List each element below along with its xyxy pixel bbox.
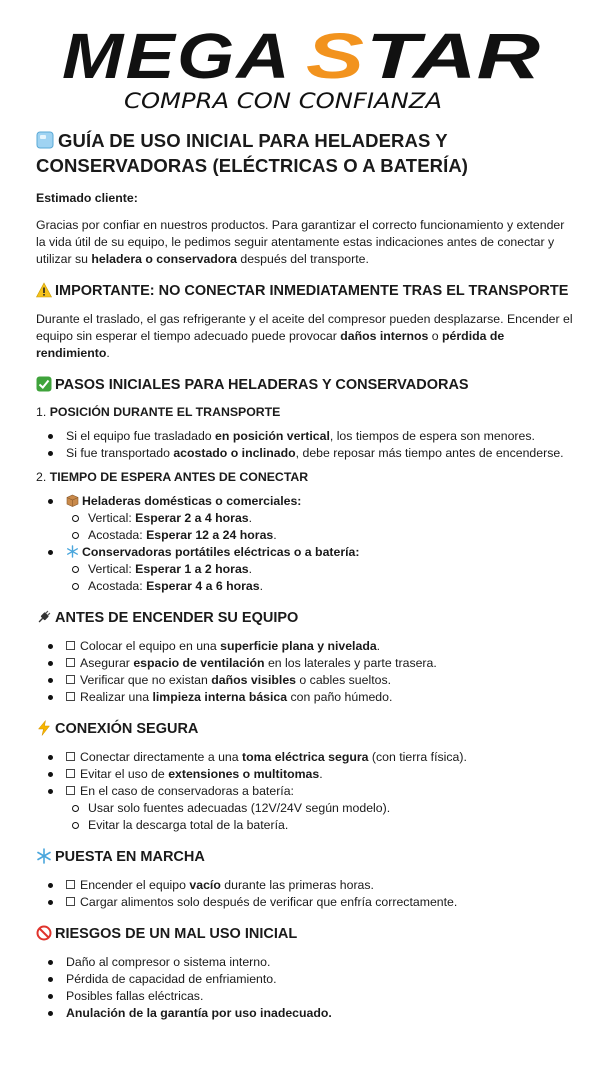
greeting: Estimado cliente: [36, 191, 138, 205]
lightning-icon [36, 720, 52, 736]
checkbox-icon [66, 675, 75, 684]
checkbox-icon [66, 692, 75, 701]
connection-heading: CONEXIÓN SEGURA [36, 720, 576, 739]
brand-header [0, 0, 600, 120]
risks-list [36, 954, 576, 1022]
checkbox-icon [66, 641, 75, 650]
list-item: Heladeras domésticas o comerciales: Vertical: Esperar 2 a 4 horas. Acostada: Esperar 12 a 24 horas. [66, 493, 576, 544]
title-line-1: GUÍA DE USO INICIAL PARA HELADERAS Y [58, 130, 448, 151]
prohibited-icon [36, 925, 52, 941]
list-item: Pérdida de capacidad de enfriamiento. [66, 971, 576, 988]
snowflake-icon [36, 848, 52, 864]
checkbox-icon [66, 752, 75, 761]
list-item: Verificar que no existan daños visibles o cables sueltos. [66, 672, 576, 689]
startup-heading: PUESTA EN MARCHA [36, 848, 576, 867]
logo-letter-s: S [306, 20, 365, 92]
snowflake-icon [66, 545, 79, 558]
plug-icon [36, 609, 52, 625]
step-1-list [36, 428, 576, 462]
list-item: Anulación de la garantía por uso inadecuado. [66, 1005, 576, 1022]
step-2-title: 2. TIEMPO DE ESPERA ANTES DE CONECTAR [36, 470, 309, 484]
checkbox-icon [66, 769, 75, 778]
list-item: Evitar el uso de extensiones o multitomas. [66, 766, 576, 783]
important-heading: IMPORTANTE: NO CONECTAR INMEDIATAMENTE TRAS EL TRANSPORTE [36, 282, 576, 301]
list-item: Acostada: Esperar 4 a 6 horas. [88, 578, 576, 595]
domestic-sublist [66, 510, 576, 544]
connection-list [36, 749, 576, 834]
logo-slogan: COMPRA CON CONFIANZA [124, 89, 442, 113]
list-item: Realizar una limpieza interna básica con paño húmedo. [66, 689, 576, 706]
logo-text-mega: MEGA [62, 20, 292, 92]
list-item: Acostada: Esperar 12 a 24 horas. [88, 527, 576, 544]
important-paragraph: Durante el traslado, el gas refrigerante y el aceite del compresor pueden desplazarse. Encender el equipo sin esperar el tiempo adecuado puede provocar daños internos o pérdida de rendimiento. [36, 312, 573, 360]
battery-sublist [66, 800, 576, 834]
document-body [36, 128, 576, 1028]
logo-text-tar: TAR [366, 20, 540, 92]
list-item: Vertical: Esperar 1 a 2 horas. [88, 561, 576, 578]
list-item: Si el equipo fue trasladado en posición vertical, los tiempos de espera son menores. [66, 428, 576, 445]
before-heading: ANTES DE ENCENDER SU EQUIPO [36, 609, 576, 628]
package-icon [66, 494, 79, 507]
list-item: En el caso de conservadoras a batería: Usar solo fuentes adecuadas (12V/24V según modelo). Evitar la descarga total de la batería. [66, 783, 576, 834]
risks-heading: RIESGOS DE UN MAL USO INICIAL [36, 925, 576, 944]
list-item: Vertical: Esperar 2 a 4 horas. [88, 510, 576, 527]
step-1-title: 1. POSICIÓN DURANTE EL TRANSPORTE [36, 405, 281, 419]
portable-sublist [66, 561, 576, 595]
check-mark-icon [36, 376, 52, 392]
list-item: Conectar directamente a una toma eléctrica segura (con tierra física). [66, 749, 576, 766]
checkbox-icon [66, 880, 75, 889]
list-item: Colocar el equipo en una superficie plana y nivelada. [66, 638, 576, 655]
intro-paragraph: Gracias por confiar en nuestros productos. Para garantizar el correcto funcionamiento y extender la vida útil de su equipo, le pedimos seguir atentamente estas indicaciones antes de conectar y utilizar su heladera o conservadora después del transporte. [36, 218, 565, 266]
list-item: Usar solo fuentes adecuadas (12V/24V según modelo). [88, 800, 576, 817]
list-item: Posibles fallas eléctricas. [66, 988, 576, 1005]
checkbox-icon [66, 658, 75, 667]
list-item: Conservadoras portátiles eléctricas o a batería: Vertical: Esperar 1 a 2 horas. Acostada: Esperar 4 a 6 horas. [66, 544, 576, 595]
list-item: Si fue transportado acostado o inclinado, debe reposar más tiempo antes de encenderse. [66, 445, 576, 462]
list-item: Asegurar espacio de ventilación en los laterales y parte trasera. [66, 655, 576, 672]
list-item: Encender el equipo vacío durante las primeras horas. [66, 877, 576, 894]
checkbox-icon [66, 897, 75, 906]
before-list [36, 638, 576, 706]
steps-heading: PASOS INICIALES PARA HELADERAS Y CONSERVADORAS [36, 376, 576, 395]
page-title [36, 128, 576, 178]
startup-list [36, 877, 576, 911]
ice-cube-icon [36, 131, 54, 149]
list-item: Daño al compresor o sistema interno. [66, 954, 576, 971]
checkbox-icon [66, 786, 75, 795]
warning-icon [36, 282, 52, 298]
step-2-list [36, 493, 576, 595]
list-item: Cargar alimentos solo después de verificar que enfría correctamente. [66, 894, 576, 911]
title-line-2: CONSERVADORAS (ELÉCTRICAS O A BATERÍA) [36, 155, 469, 176]
list-item: Evitar la descarga total de la batería. [88, 817, 576, 834]
megastar-logo [0, 0, 600, 120]
